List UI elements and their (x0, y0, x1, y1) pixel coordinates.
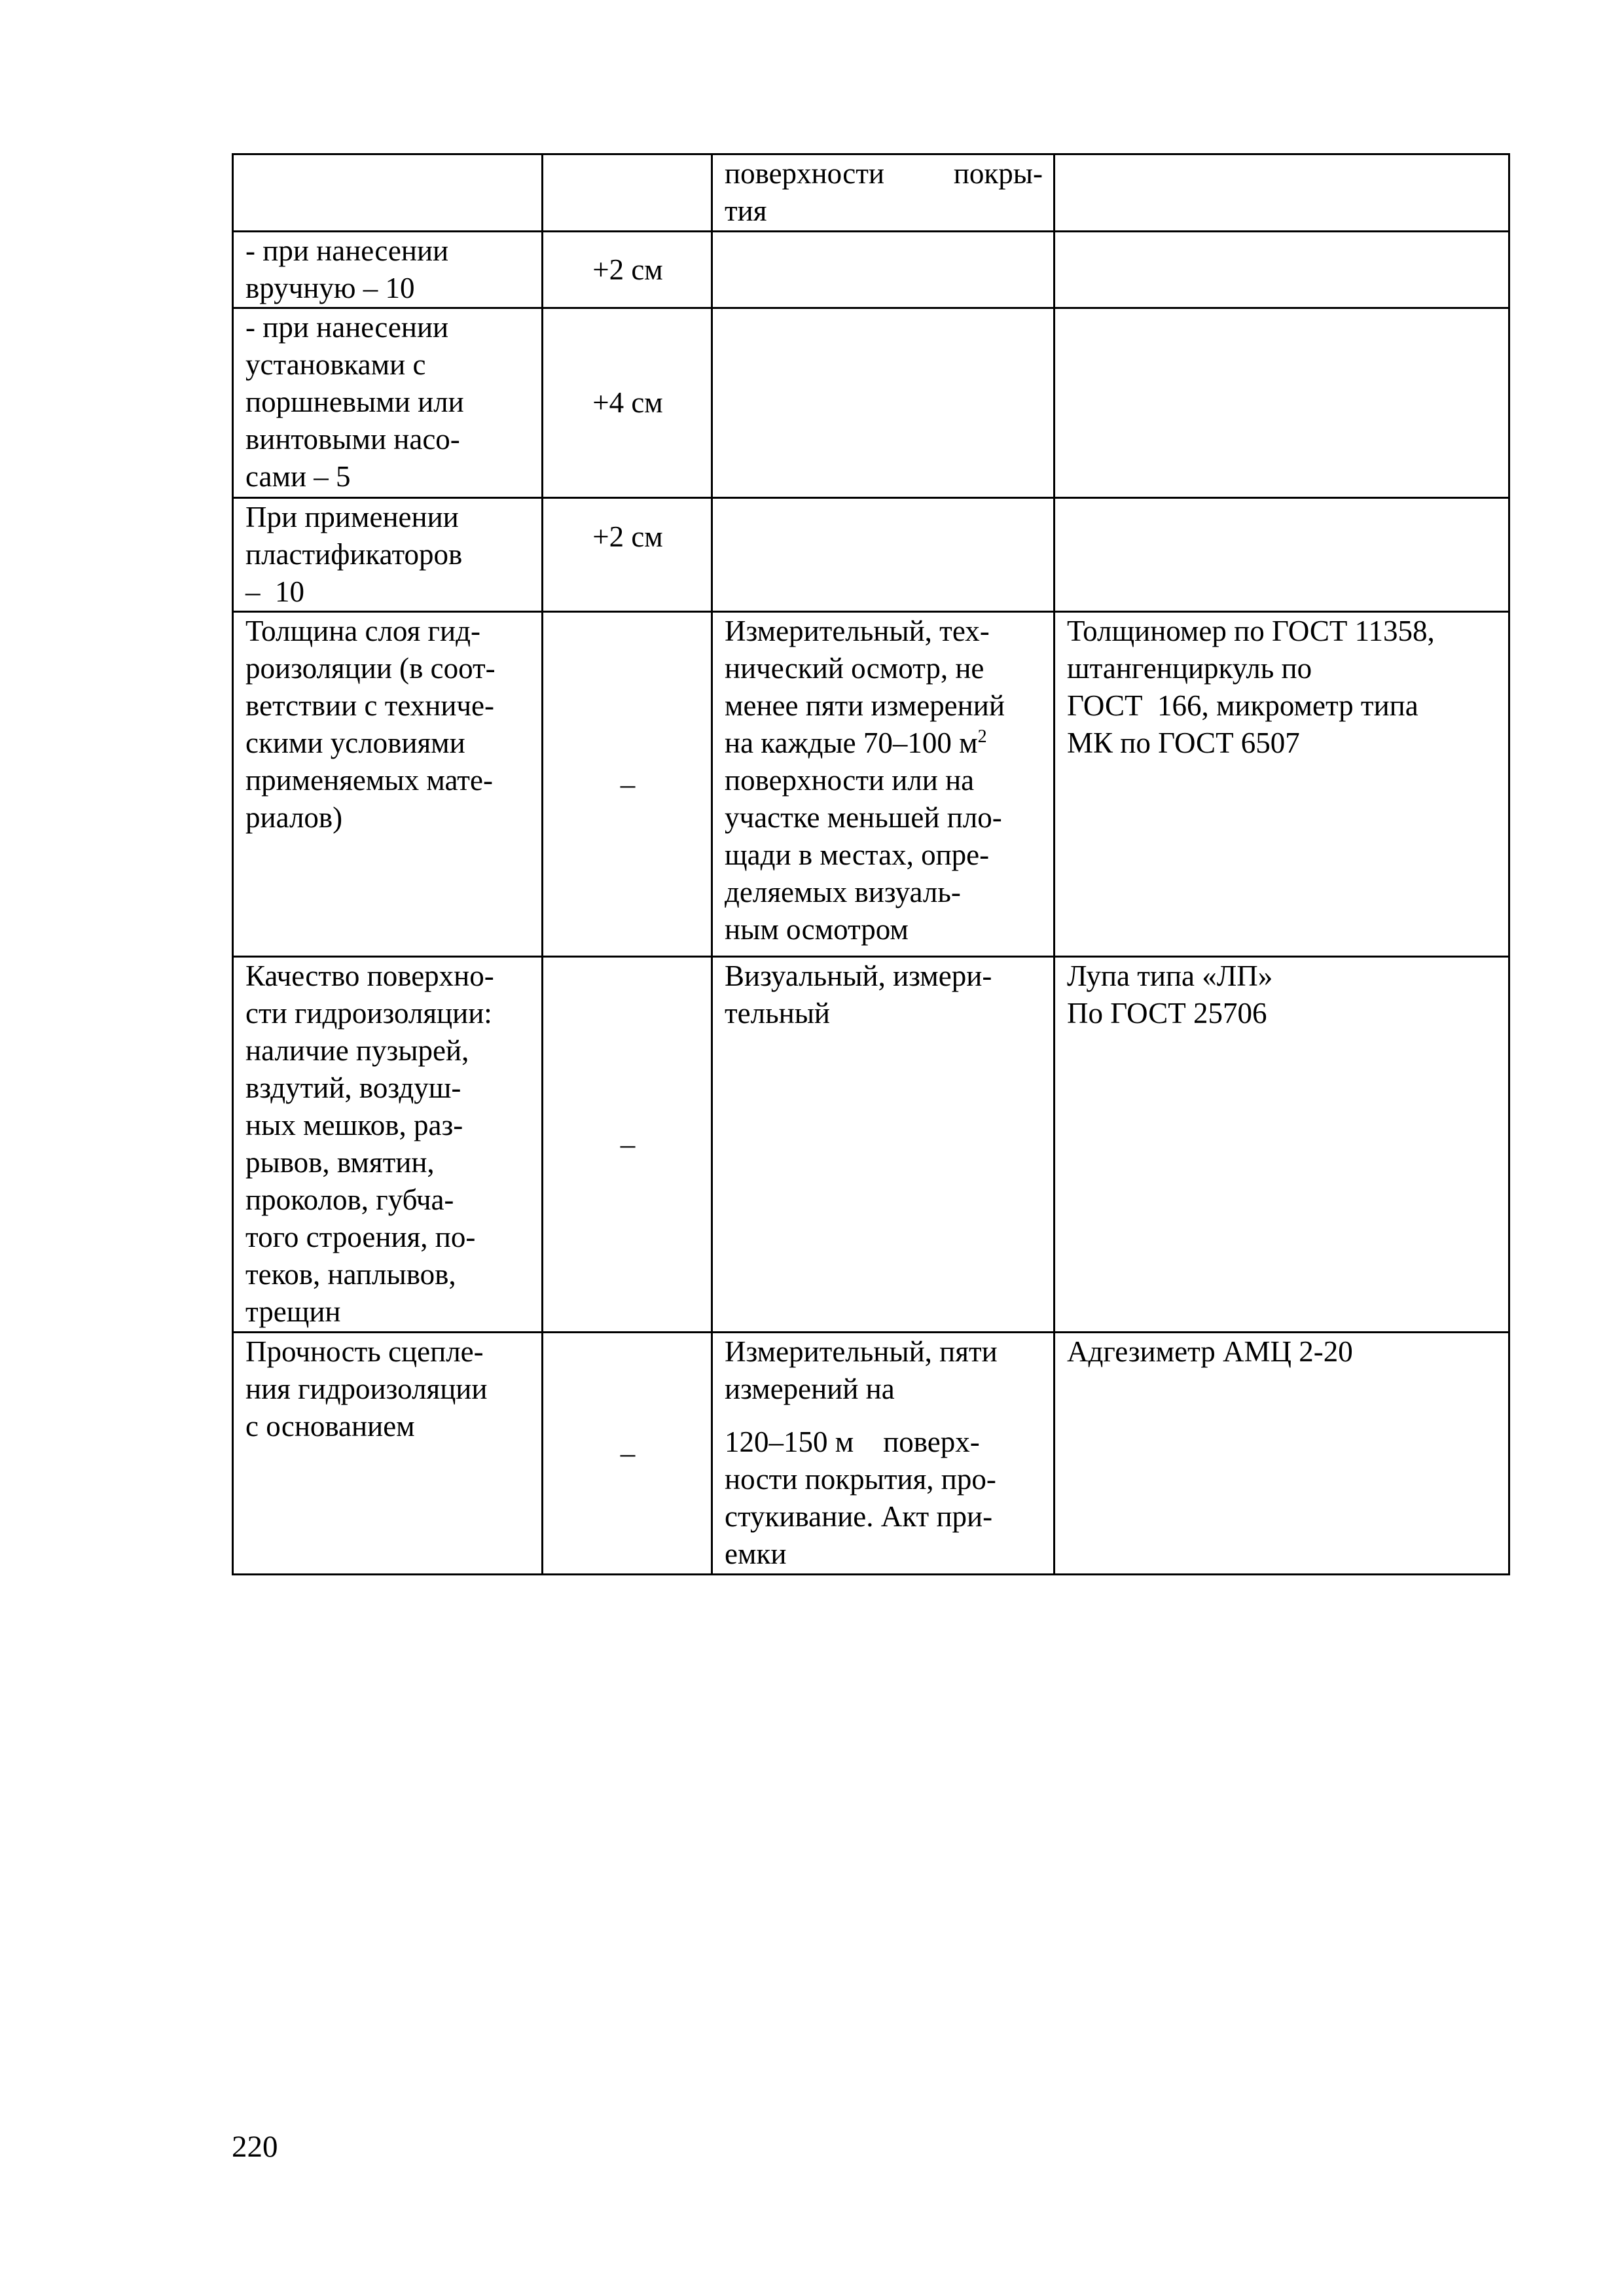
cell-text: рывов, вмятин, (245, 1146, 435, 1179)
cell-text: трещин (245, 1295, 341, 1328)
table-cell (1055, 308, 1509, 498)
cell-text: тельный (725, 997, 831, 1030)
cell-text: Толщина слоя гид- (245, 615, 480, 647)
cell-text: с основанием (245, 1410, 415, 1443)
cell-text: штангенциркуль по (1067, 652, 1312, 685)
cell-text: скими условиями (245, 726, 465, 759)
cell-text: поршневыми или (245, 386, 464, 418)
cell-text: деляемых визуаль- (725, 876, 961, 908)
table-cell (543, 154, 712, 232)
cell-text-with-sup (725, 725, 1043, 762)
table-row (233, 957, 1509, 1333)
cell-text: ных мешков, раз- (245, 1109, 463, 1141)
cell-text: стукивание. Акт при- (725, 1500, 993, 1533)
table-row (233, 498, 1509, 612)
table-cell (712, 154, 1055, 232)
cell-text: винтовыми насо- (245, 423, 460, 456)
cell-text: Прочность сцепле- (245, 1335, 484, 1368)
table-cell (1055, 498, 1509, 612)
table-cell (712, 308, 1055, 498)
table-cell (543, 957, 712, 1333)
cell-text: установками с (245, 348, 426, 381)
cell-text: применяемых мате- (245, 764, 493, 797)
cell-text: участке меньшей пло- (725, 801, 1002, 834)
cell-text: нический осмотр, не (725, 652, 984, 685)
cell-text: - при нанесении (245, 234, 449, 267)
cell-text: роизоляции (в соот- (245, 652, 496, 685)
table-cell (233, 308, 543, 498)
cell-text: ГОСТ 166, микрометр типа (1067, 689, 1418, 722)
table-row (233, 154, 1509, 232)
cell-text: ветствии с техниче- (245, 689, 494, 722)
cell-text: ния гидроизоляции (245, 1372, 488, 1405)
dash-value: – (620, 1437, 636, 1469)
cell-text: Толщиномер по ГОСТ 11358, (1067, 615, 1435, 647)
table-cell (1055, 154, 1509, 232)
tolerance-value: +2 см (592, 520, 663, 553)
cell-text: МК по ГОСТ 6507 (1067, 726, 1300, 759)
cell-text: сти гидроизоляции: (245, 997, 492, 1030)
table-row (233, 232, 1509, 308)
table-cell (543, 232, 712, 308)
tolerance-value: +4 см (592, 386, 663, 419)
table-cell (712, 612, 1055, 957)
cell-text: риалов) (245, 801, 343, 834)
cell-text: ным осмотром (725, 913, 909, 946)
cell-text: Визуальный, измери- (725, 960, 992, 992)
inspection-table (232, 153, 1510, 1575)
table-cell (233, 1333, 543, 1575)
cell-text: ности покрытия, про- (725, 1463, 996, 1496)
table-cell (233, 957, 543, 1333)
table-cell (712, 232, 1055, 308)
cell-text: - при нанесении (245, 311, 449, 344)
cell-text: вздутий, воздуш- (245, 1071, 461, 1104)
cell-text: тия (725, 194, 767, 227)
cell-text: Адгезиметр АМЦ 2-20 (1067, 1335, 1353, 1368)
table-cell (712, 1333, 1055, 1575)
page-number: 220 (232, 2130, 278, 2164)
cell-text: проколов, губча- (245, 1183, 454, 1216)
table-cell (233, 498, 543, 612)
cell-text: менее пяти измерений (725, 689, 1005, 722)
table-cell (712, 498, 1055, 612)
table-row (233, 308, 1509, 498)
cell-text: емки (725, 1537, 787, 1570)
cell-text: Лупа типа «ЛП» (1067, 960, 1273, 992)
cell-text: измерений на (725, 1372, 895, 1405)
cell-text: Измерительный, тех- (725, 615, 990, 647)
cell-text: При применении (245, 501, 459, 533)
cell-text: теков, наплывов, (245, 1258, 456, 1291)
cell-text: поверхности покры- (725, 157, 1043, 190)
cell-text: поверхности или на (725, 764, 975, 797)
table-cell (543, 498, 712, 612)
cell-text: пластификаторов (245, 538, 463, 571)
table-cell (543, 308, 712, 498)
cell-text: наличие пузырей, (245, 1034, 469, 1067)
table-row (233, 1333, 1509, 1575)
cell-text: того строения, по- (245, 1221, 476, 1253)
table-cell (712, 957, 1055, 1333)
cell-text: щади в местах, опре- (725, 838, 990, 871)
cell-text: 120–150 м поверх- (725, 1426, 980, 1458)
cell-text: Измерительный, пяти (725, 1335, 998, 1368)
table-cell (233, 154, 543, 232)
cell-text: сами – 5 (245, 460, 351, 493)
table-cell (233, 612, 543, 957)
dash-value: – (620, 1128, 636, 1160)
table-cell (233, 232, 543, 308)
table-cell (1055, 612, 1509, 957)
cell-text: Качество поверхно- (245, 960, 494, 992)
tolerance-value: +2 см (592, 253, 663, 286)
cell-text: По ГОСТ 25706 (1067, 997, 1267, 1030)
dash-value: – (620, 767, 636, 800)
cell-text: вручную – 10 (245, 272, 415, 304)
table-cell (543, 1333, 712, 1575)
superscript: 2 (977, 726, 987, 747)
cell-text: на каждые 70–100 м (725, 726, 978, 759)
table-cell (1055, 1333, 1509, 1575)
table-cell (1055, 957, 1509, 1333)
table-cell (543, 612, 712, 957)
table-cell (1055, 232, 1509, 308)
table-row (233, 612, 1509, 957)
cell-text: – 10 (245, 575, 304, 608)
